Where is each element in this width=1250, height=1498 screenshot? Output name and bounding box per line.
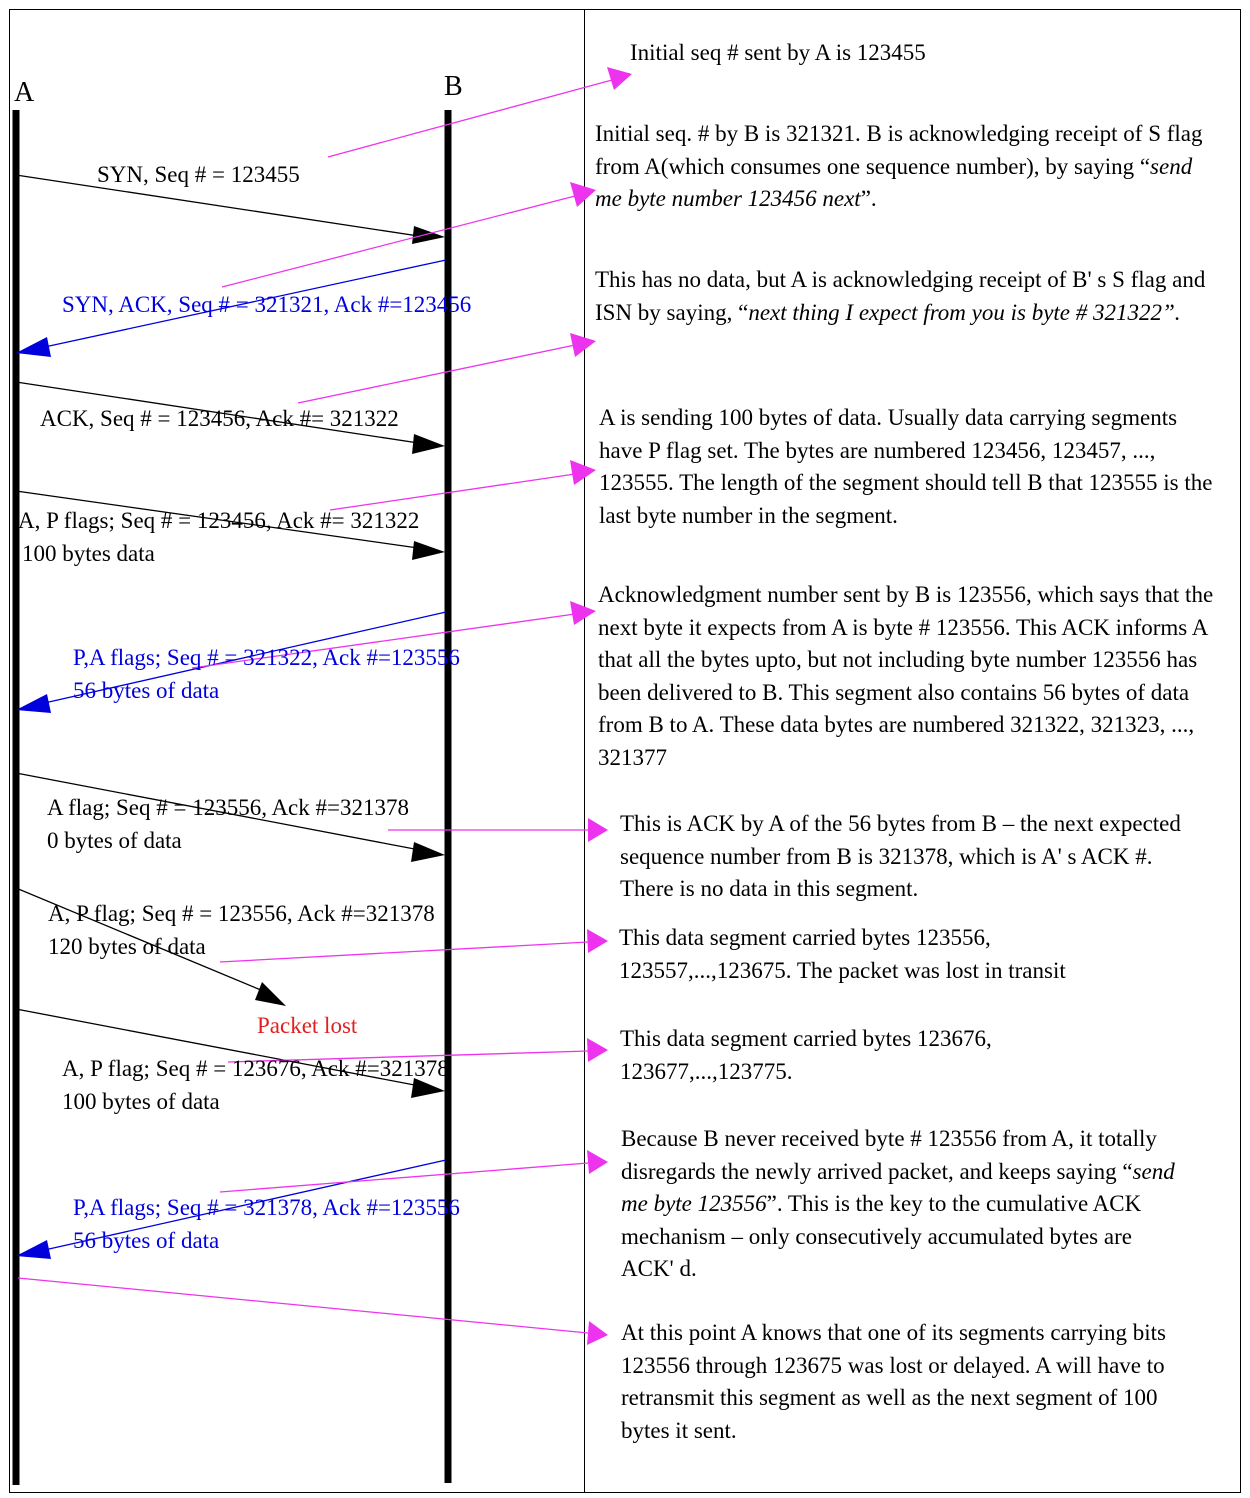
note-n5: Acknowledgment number sent by B is 123556, which says that the next byte it expects from A is byte # 123556. This ACK informs A that all the bytes upto, but not including byte number 123556 has been delivered to B. This segment also contains 56 bytes of data from B to A. These data bytes are numbered 321322, 321323, ..., 321377: [598, 582, 1214, 770]
message-label-m1: [97, 158, 300, 191]
message-m7-line1: A, P flag; Seq # = 123556, Ack #=321378: [48, 901, 435, 926]
message-m4-line1: A, P flags; Seq # = 123456, Ack #= 321322: [18, 508, 420, 533]
message-m6-line2: 0 bytes of data: [47, 828, 182, 853]
message-label-m6: [47, 791, 409, 857]
packet-lost-label: Packet lost: [257, 1013, 358, 1038]
message-m5-line1: P,A flags; Seq # = 321322, Ack #=123556: [73, 645, 460, 670]
pointer-n1: [328, 67, 632, 157]
message-m9-line1: P,A flags; Seq # = 321378, Ack #=123556: [73, 1195, 460, 1220]
message-m1-line1: SYN, Seq # = 123455: [97, 162, 300, 187]
message-label-m9: [73, 1191, 460, 1257]
message-label-m8: [62, 1052, 449, 1118]
message-m2-line1: SYN, ACK, Seq # = 321321, Ack #=123456: [62, 292, 472, 317]
note-n8: This data segment carried bytes 123676, 123677,...,123775.: [620, 1026, 992, 1084]
pointer-n10: [18, 1278, 608, 1345]
message-m7-line2: 120 bytes of data: [48, 934, 206, 959]
message-label-m5: [73, 641, 460, 707]
message-m6-line1: A flag; Seq # = 123556, Ack #=321378: [47, 795, 409, 820]
note-n10: At this point A knows that one of its segments carrying bits 123556 through 123675 was lost or delayed. A will have to retransmit this segment as well as the next segment of 100 bytes it sent.: [621, 1320, 1166, 1443]
note-n3-text: This has no data, but A is acknowledging receipt of B' s S flag and ISN by saying, “: [595, 267, 1206, 325]
note-n4: A is sending 100 bytes of data. Usually data carrying segments have P flag set. The bytes are numbered 123456, 123457, ..., 123555. The length of the segment should tell B that 123555 is the last byte number in the segment.: [599, 405, 1213, 528]
note-n9: [621, 1123, 1181, 1286]
note-n2-emphasis: send me byte number 123456 next: [595, 153, 1193, 211]
note-n3: [595, 264, 1223, 329]
message-label-m4: [18, 504, 419, 570]
note-n2-text: Initial seq. # by B is 321321. B is acknowledging receipt of S flag from A(which consumes one sequence number), by saying “: [595, 121, 1203, 179]
note-n7: This data segment carried bytes 123556, 123557,...,123675. The packet was lost in transit: [619, 925, 1066, 983]
note-n9-text-end: ”. This is the key to the cumulative ACK mechanism – only consecutively accumulated bytes are ACK' d.: [621, 1191, 1142, 1281]
note-n3-emphasis: next thing I expect from you is byte # 321322”.: [748, 299, 1181, 325]
message-m8-line1: A, P flag; Seq # = 123676, Ack #=321378: [62, 1056, 449, 1081]
note-n9-emphasis: send me byte 123556: [621, 1158, 1175, 1216]
message-m5-line2: 56 bytes of data: [73, 678, 220, 703]
message-m8-line2: 100 bytes of data: [62, 1089, 220, 1114]
pointer-n6: [388, 818, 608, 842]
pointer-n4: [330, 460, 596, 510]
message-m9-line2: 56 bytes of data: [73, 1228, 220, 1253]
note-n2: [595, 118, 1223, 216]
message-m4-line2: 100 bytes data: [22, 541, 155, 566]
note-n9-text: Because B never received byte # 123556 from A, it totally disregards the newly arrived packet, and keeps saying “: [621, 1126, 1157, 1184]
node-label-b: B: [444, 71, 463, 102]
note-n1: Initial seq # sent by A is 123455: [630, 40, 926, 65]
message-label-m3: [40, 402, 399, 435]
note-n2-text-end: ”.: [860, 186, 877, 211]
node-label-a: A: [14, 77, 35, 108]
message-label-m2: [62, 288, 471, 321]
pointer-n9: [220, 1150, 608, 1192]
note-n6: This is ACK by A of the 56 bytes from B – the next expected sequence number from B is 321378, which is A' s ACK #. There is no data in this segment.: [620, 811, 1181, 901]
message-m3-line1: ACK, Seq # = 123456, Ack #= 321322: [40, 406, 399, 431]
message-label-m7: [48, 897, 435, 963]
